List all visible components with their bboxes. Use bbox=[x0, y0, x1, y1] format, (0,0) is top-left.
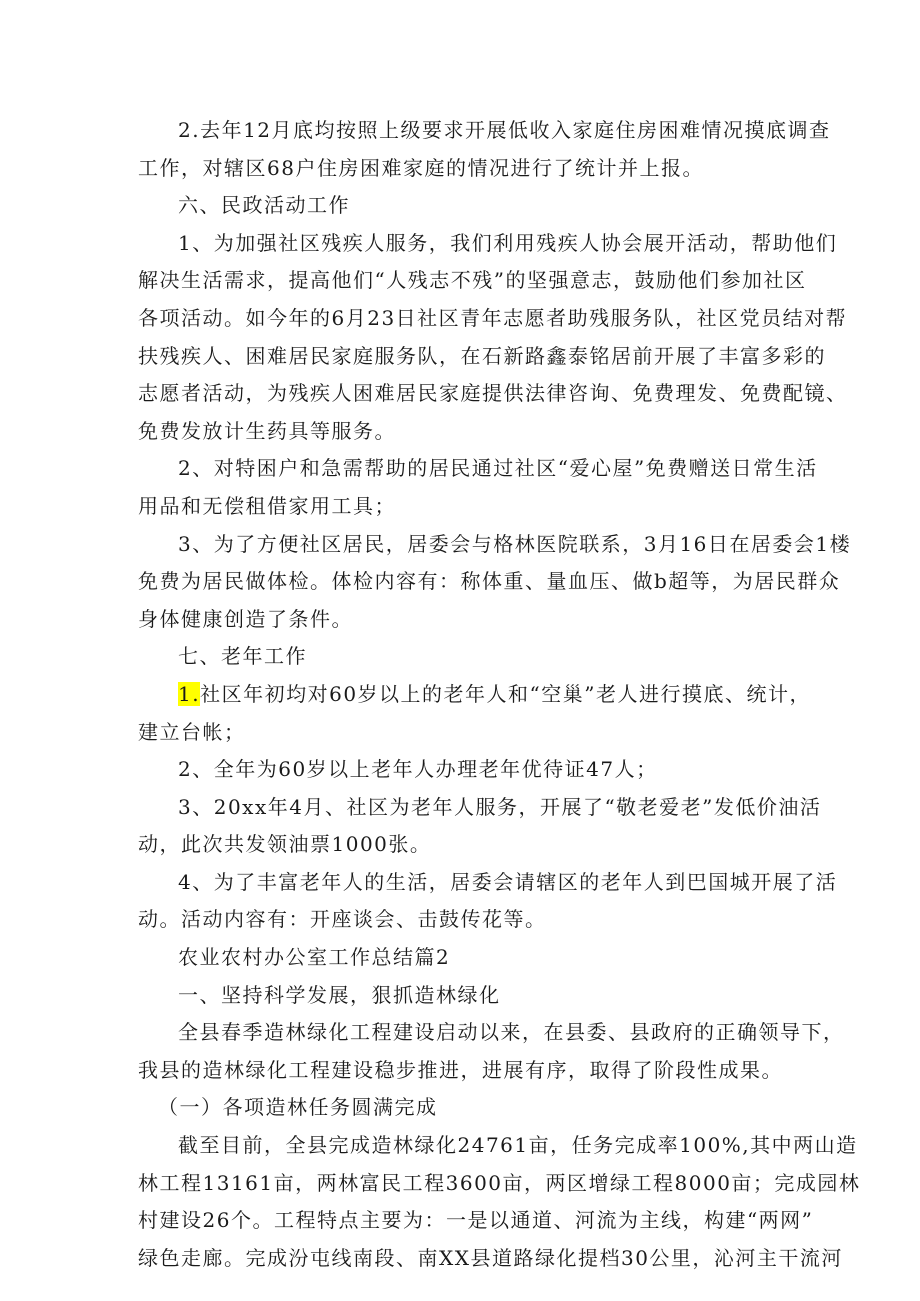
paragraph-line: 免费为居民做体检。体检内容有：称体重、量血压、做b超等，为居民群众 bbox=[138, 569, 841, 594]
paragraph-line: 3、为了方便社区居民，居委会与格林医院联系，3月16日在居委会1楼 bbox=[178, 531, 852, 556]
article-title: 农业农村办公室工作总结篇2 bbox=[178, 945, 451, 970]
paragraph-line: 截至目前，全县完成造林绿化24761亩，任务完成率100%,其中两山造 bbox=[178, 1133, 858, 1158]
paragraph-line: 志愿者活动，为残疾人困难居民家庭提供法律咨询、免费理发、免费配镜、 bbox=[138, 381, 848, 406]
paragraph-line: 动。活动内容有：开座谈会、击鼓传花等。 bbox=[138, 907, 547, 932]
paragraph-line: 绿色走廊。完成汾屯线南段、南XX县道路绿化提档30公里，沁河主干流河 bbox=[138, 1245, 843, 1270]
paragraph-line: 3、20xx年4月、社区为老年人服务，开展了“敬老爱老”发低价油活 bbox=[178, 794, 822, 819]
document-body bbox=[138, 112, 861, 1277]
paragraph-line: 2.去年12月底均按照上级要求开展低收入家庭住房困难情况摸底调查 bbox=[178, 118, 831, 142]
paragraph-line: 身体健康创造了条件。 bbox=[138, 606, 353, 631]
paragraph-line: 林工程13161亩，两林富民工程3600亩，两区增绿工程8000亩；完成园林 bbox=[138, 1170, 861, 1195]
paragraph-line: 工作，对辖区68户住房困难家庭的情况进行了统计并上报。 bbox=[138, 155, 704, 180]
paragraph-line: 村建设26个。工程特点主要为：一是以通道、河流为主线，构建“两网” bbox=[138, 1208, 814, 1233]
section-heading: 一、坚持科学发展，狠抓造林绿化 bbox=[178, 982, 501, 1007]
paragraph-line: 动，此次共发领油票1000张。 bbox=[138, 832, 432, 857]
paragraph-line: 扶残疾人、困难居民家庭服务队，在石新路鑫泰铭居前开展了丰富多彩的 bbox=[138, 343, 826, 368]
section-heading: 七、老年工作 bbox=[178, 644, 307, 669]
paragraph-line: 2、全年为60岁以上老年人办理老年优待证47人； bbox=[178, 757, 658, 782]
highlighted-number: 1. bbox=[178, 681, 201, 706]
subsection-heading: （一）各项造林任务圆满完成 bbox=[158, 1095, 438, 1120]
paragraph-line: 我县的造林绿化工程建设稳步推进，进展有序，取得了阶段性成果。 bbox=[138, 1057, 783, 1082]
paragraph-line: 建立台帐； bbox=[138, 719, 246, 744]
paragraph-line-text: 社区年初均对60岁以上的老年人和“空巢”老人进行摸底、统计， bbox=[200, 681, 811, 706]
paragraph-line: 用品和无偿租借家用工具； bbox=[138, 493, 396, 518]
paragraph-line: 2、对特困户和急需帮助的居民通过社区“爱心屋”免费赠送日常生活 bbox=[178, 456, 818, 481]
paragraph-line: 解决生活需求，提高他们“人残志不残”的坚强意志，鼓励他们参加社区 bbox=[138, 268, 807, 293]
paragraph-line: 4、为了丰富老年人的生活，居委会请辖区的老年人到巴国城开展了活 bbox=[178, 869, 838, 894]
section-heading: 六、民政活动工作 bbox=[178, 193, 350, 218]
paragraph-line: 全县春季造林绿化工程建设启动以来，在县委、县政府的正确领导下， bbox=[178, 1020, 845, 1045]
paragraph-line: 免费发放计生药具等服务。 bbox=[138, 418, 396, 443]
paragraph-line: 1、为加强社区残疾人服务，我们利用残疾人协会展开活动，帮助他们 bbox=[178, 230, 838, 255]
paragraph-line bbox=[138, 676, 811, 714]
paragraph-line: 各项活动。如今年的6月23日社区青年志愿者助残服务队，社区党员结对帮 bbox=[138, 305, 848, 330]
